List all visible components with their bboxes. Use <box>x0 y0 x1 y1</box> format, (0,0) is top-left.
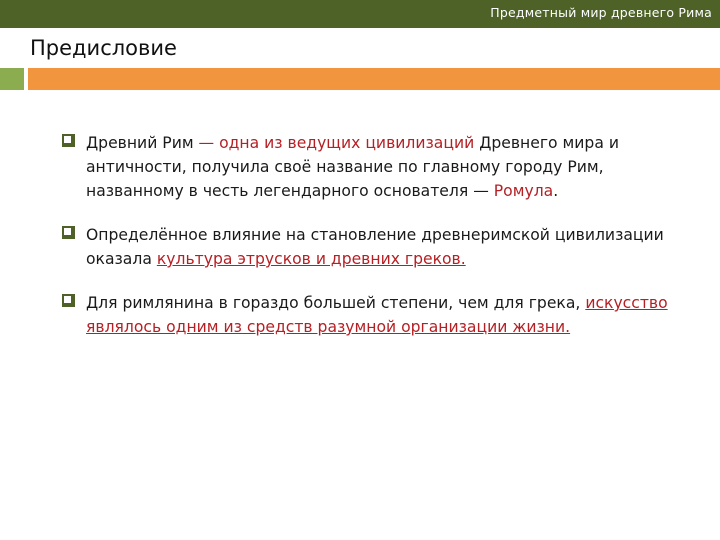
checkbox-bullet-icon <box>62 226 75 239</box>
underlined-highlight-link[interactable]: культура этрусков и древних греков. <box>156 250 466 268</box>
bullet-text <box>86 223 702 271</box>
slide-title: Предисловие <box>30 36 177 60</box>
checkbox-bullet-icon <box>62 134 75 147</box>
bullet-text-part: Для римлянина в гораздо большей степени, чем для грека, <box>86 294 586 312</box>
bullet-text <box>86 131 702 203</box>
bullet-item-2 <box>62 223 702 271</box>
bullet-item-1 <box>62 131 702 203</box>
highlighted-text: — одна из ведущих цивилизаций <box>193 134 475 152</box>
slide-content <box>62 131 702 359</box>
bullet-text-part: Древнего мира и античности, получила своё название по главному городу Рим, названному в честь легендарного основателя — <box>86 134 619 200</box>
header-bar <box>0 0 720 28</box>
highlighted-text: Ромула <box>493 182 554 200</box>
bullet-item-3 <box>62 291 702 339</box>
bullet-text-part: . <box>553 182 559 200</box>
checkbox-bullet-icon <box>62 294 75 307</box>
underlined-highlight-link[interactable]: искусство являлось одним из средств разумной организации жизни. <box>86 294 668 336</box>
presentation-subtitle: Предметный мир древнего Рима <box>490 5 712 20</box>
accent-bar-green <box>0 68 24 90</box>
accent-bar-orange <box>28 68 720 90</box>
bullet-text-part: Определённое влияние на становление древнеримской цивилизации оказала <box>86 226 664 268</box>
bullet-text-part: Древний Рим <box>86 134 194 152</box>
bullet-text <box>86 291 702 339</box>
